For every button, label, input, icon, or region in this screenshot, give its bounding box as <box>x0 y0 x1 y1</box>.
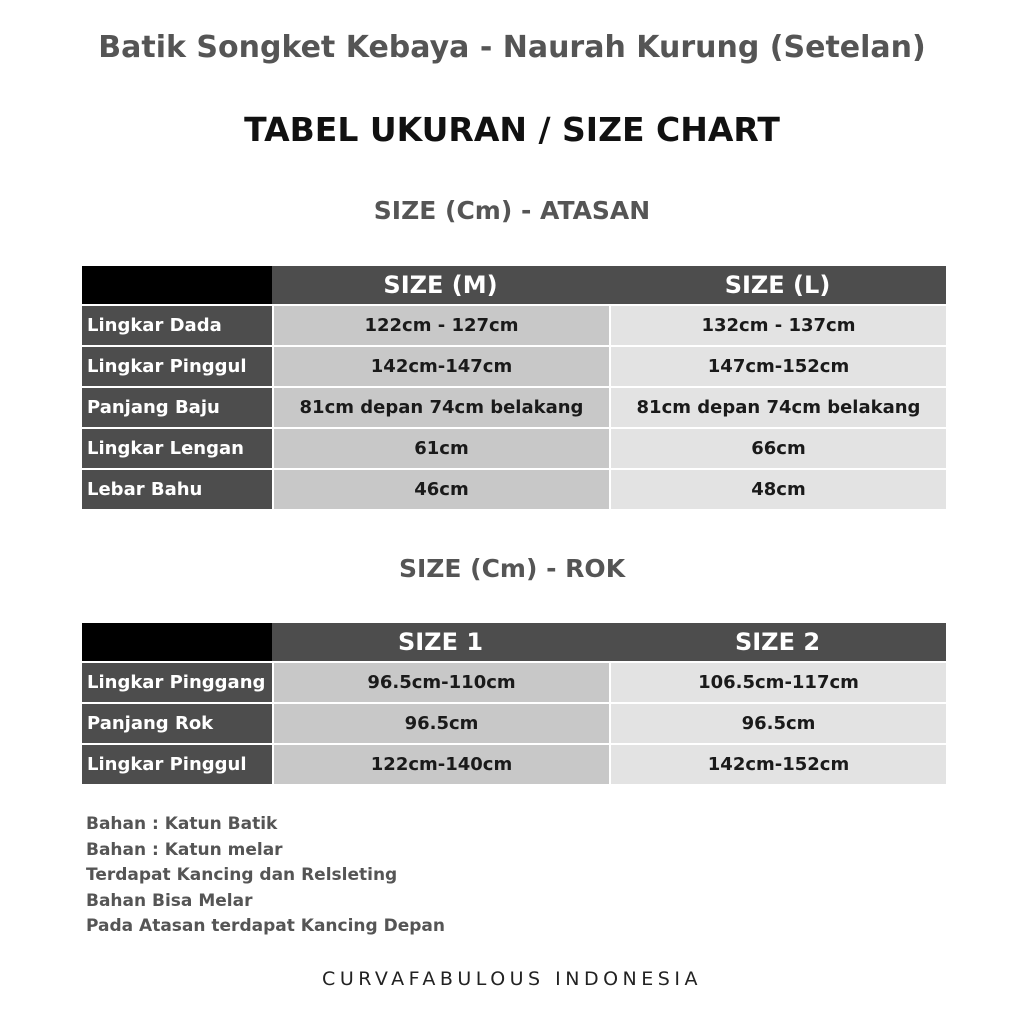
row-label: Lingkar Lengan <box>82 429 272 470</box>
row-label: Lingkar Dada <box>82 306 272 347</box>
table-row <box>82 470 946 509</box>
row-label: Lingkar Pinggul <box>82 347 272 388</box>
note-line: Bahan : Katun Batik <box>86 814 278 834</box>
brand-footer: CURVAFABULOUS INDONESIA <box>322 968 702 990</box>
table-cell: 142cm-147cm <box>272 347 609 388</box>
table-row <box>82 347 946 388</box>
note-line: Bahan : Katun melar <box>86 839 283 860</box>
table-corner-cell <box>82 266 272 306</box>
table-cell: 132cm - 137cm <box>609 306 946 347</box>
column-header: SIZE (L) <box>609 266 946 306</box>
product-title: Batik Songket Kebaya - Naurah Kurung (Setelan) <box>98 30 926 65</box>
table-row <box>82 704 946 745</box>
atasan-section-heading: SIZE (Cm) - ATASAN <box>373 196 651 225</box>
note-line: Pada Atasan terdapat Kancing Depan <box>86 916 445 936</box>
rok-size-table <box>82 623 946 784</box>
row-label: Panjang Baju <box>82 388 272 429</box>
table-cell: 142cm-152cm <box>609 745 946 784</box>
table-row <box>82 306 946 347</box>
row-label: Lingkar Pinggul <box>82 745 272 784</box>
table-cell: 96.5cm <box>609 704 946 745</box>
size-chart-title: TABEL UKURAN / SIZE CHART <box>244 110 780 149</box>
table-cell: 122cm-140cm <box>272 745 609 784</box>
table-cell: 106.5cm-117cm <box>609 663 946 704</box>
material-notes <box>86 812 445 940</box>
column-header: SIZE 1 <box>272 623 609 663</box>
table-cell: 122cm - 127cm <box>272 306 609 347</box>
table-cell: 81cm depan 74cm belakang <box>609 388 946 429</box>
table-cell: 147cm-152cm <box>609 347 946 388</box>
table-corner-cell <box>82 623 272 663</box>
table-row <box>82 745 946 784</box>
atasan-size-table <box>82 266 946 509</box>
table-cell: 81cm depan 74cm belakang <box>272 388 609 429</box>
table-header-row <box>82 623 946 663</box>
column-header: SIZE 2 <box>609 623 946 663</box>
row-label: Lingkar Pinggang <box>82 663 272 704</box>
note-line: Bahan Bisa Melar <box>86 890 253 911</box>
table-row <box>82 429 946 470</box>
table-cell: 46cm <box>272 470 609 509</box>
row-label: Lebar Bahu <box>82 470 272 509</box>
column-header: SIZE (M) <box>272 266 609 306</box>
table-cell: 66cm <box>609 429 946 470</box>
table-cell: 61cm <box>272 429 609 470</box>
table-cell: 96.5cm <box>272 704 609 745</box>
table-row <box>82 663 946 704</box>
table-cell: 96.5cm-110cm <box>272 663 609 704</box>
table-cell: 48cm <box>609 470 946 509</box>
table-row <box>82 388 946 429</box>
rok-section-heading: SIZE (Cm) - ROK <box>398 554 626 583</box>
table-header-row <box>82 266 946 306</box>
note-line: Terdapat Kancing dan Relsleting <box>86 865 398 885</box>
row-label: Panjang Rok <box>82 704 272 745</box>
